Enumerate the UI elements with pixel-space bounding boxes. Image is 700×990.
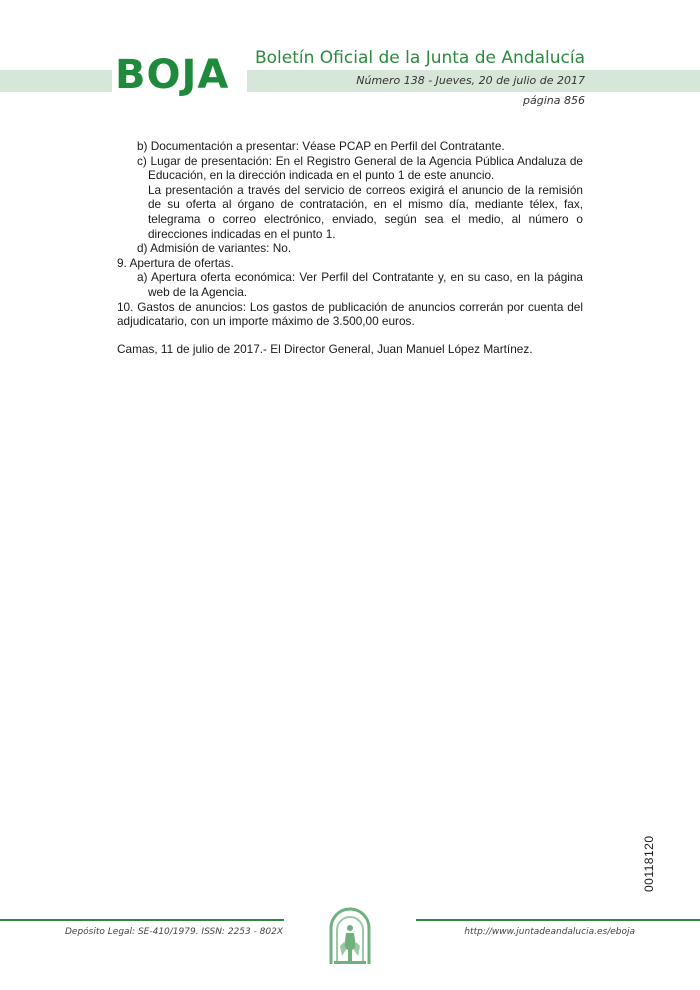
bulletin-title: Boletín Oficial de la Junta de Andalucía [254,48,585,68]
item-9a: a) Apertura oferta económica: Ver Perfil del Contratante y, en su caso, en la página web de la Agencia. [137,270,583,299]
document-code: 00118120 [642,835,656,892]
item-d: d) Admisión de variantes: No. [137,241,292,256]
item-c-extra: La presentación a través del servicio de correos exigirá el anuncio de la remisión de su oferta al órgano de contratación, en el mismo día, mediante télex, fax, telegrama o correo electrónico, enviado, según sea el medio, al número o direcciones indicadas en el punto 1. [148,182,583,241]
page-number: página 856 [523,94,585,107]
header-band-left [0,70,112,92]
header-band [0,70,700,92]
legal-deposit: Depósito Legal: SE-410/1979. ISSN: 2253 - 802X [65,927,284,937]
document-body [117,139,583,356]
item-b: b) Documentación a presentar: Véase PCAP en Perfil del Contratante. [137,139,505,153]
item-10: 10. Gastos de anuncios: Los gastos de publicación de anuncios correrán por cuenta del adjudicatario, con un importe máximo de 3.500,00 euros. [117,299,583,329]
item-c: c) Lugar de presentación: En el Registro General de la Agencia Pública Andaluza de Educación, en la dirección indicada en el punto 1 de este anuncio. [137,153,583,183]
item-9: 9. Apertura de ofertas. [117,255,234,270]
footer-rule-right [416,919,700,921]
junta-andalucia-emblem-icon [328,906,372,966]
boja-logo: BOJA [115,52,230,98]
footer-rule-left [0,919,284,921]
issue-info: Número 138 - Jueves, 20 de julio de 2017 [356,74,585,87]
footer-url: http://www.juntadeandalucia.es/eboja [464,927,635,937]
signature-line: Camas, 11 de julio de 2017.- El Director General, Juan Manuel López Martínez. [117,341,533,356]
